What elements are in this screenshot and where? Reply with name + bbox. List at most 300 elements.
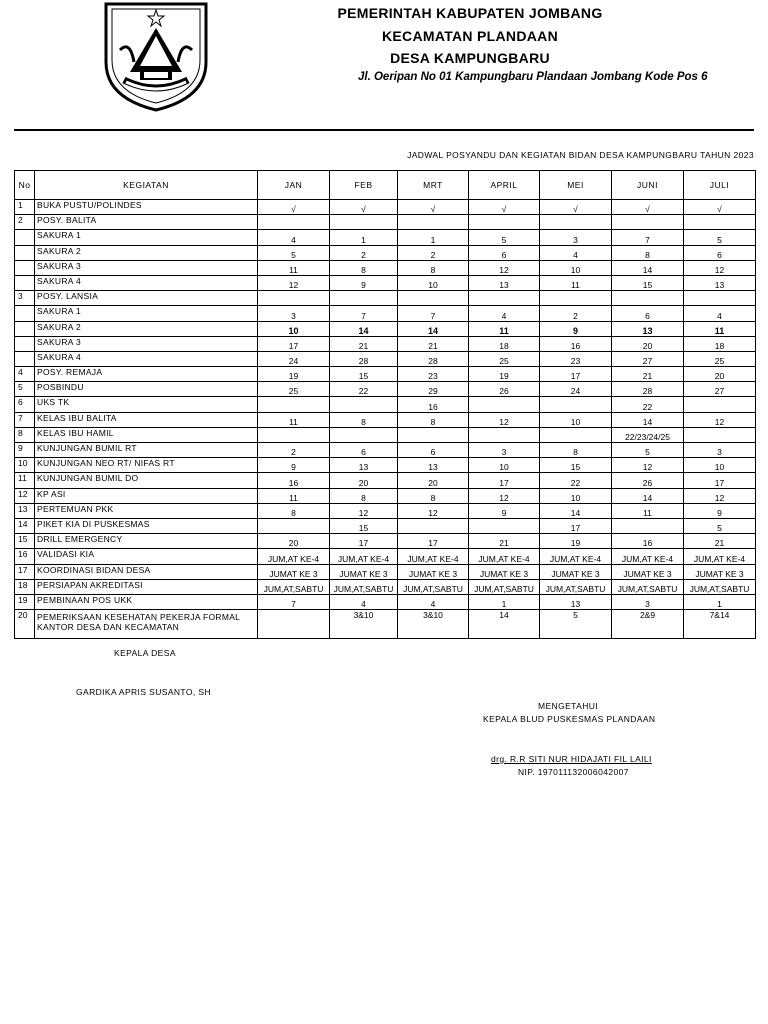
- schedule-cell: JUMAT KE 3: [258, 564, 330, 579]
- schedule-cell: 2&9: [612, 610, 684, 639]
- schedule-cell: 14: [612, 488, 684, 503]
- row-number: 12: [15, 488, 35, 503]
- schedule-cell: 11: [469, 321, 540, 336]
- schedule-cell: 4: [540, 245, 612, 260]
- header-village: DESA KAMPUNGBARU: [390, 50, 550, 66]
- table-row: [15, 336, 756, 351]
- schedule-cell: 14: [612, 412, 684, 427]
- activity-name: POSBINDU: [35, 382, 258, 397]
- table-row: [15, 275, 756, 290]
- schedule-cell: 12: [684, 412, 756, 427]
- schedule-cell: 17: [398, 534, 469, 549]
- schedule-cell: 4: [258, 230, 330, 245]
- table-row: [15, 594, 756, 609]
- row-number: 19: [15, 594, 35, 609]
- activity-name: POSY. LANSIA: [35, 291, 258, 306]
- village-head-title: KEPALA DESA: [114, 648, 176, 658]
- schedule-cell: √: [684, 200, 756, 215]
- table-row: [15, 503, 756, 518]
- column-header: APRIL: [469, 171, 540, 200]
- schedule-cell: 19: [540, 534, 612, 549]
- schedule-cell: 3: [540, 230, 612, 245]
- row-number: 20: [15, 610, 35, 639]
- activity-name: KUNJUNGAN BUMIL RT: [35, 443, 258, 458]
- table-row: [15, 245, 756, 260]
- schedule-cell: 18: [469, 336, 540, 351]
- activity-name: SAKURA 1: [35, 306, 258, 321]
- table-row: [15, 351, 756, 366]
- schedule-cell: [540, 291, 612, 306]
- schedule-cell: JUM,AT KE-4: [469, 549, 540, 564]
- schedule-cell: 23: [398, 367, 469, 382]
- schedule-cell: 17: [540, 367, 612, 382]
- schedule-cell: [398, 518, 469, 533]
- schedule-cell: 13: [612, 321, 684, 336]
- row-number: [15, 306, 35, 321]
- schedule-cell: 15: [330, 367, 398, 382]
- schedule-cell: 10: [469, 458, 540, 473]
- schedule-cell: 9: [258, 458, 330, 473]
- column-header: MRT: [398, 171, 469, 200]
- row-number: 7: [15, 412, 35, 427]
- schedule-cell: 6: [469, 245, 540, 260]
- schedule-cell: 13: [398, 458, 469, 473]
- table-row: [15, 200, 756, 215]
- schedule-cell: [258, 610, 330, 639]
- schedule-cell: 1: [398, 230, 469, 245]
- table-row: [15, 230, 756, 245]
- schedule-cell: 9: [540, 321, 612, 336]
- row-number: [15, 351, 35, 366]
- schedule-cell: [398, 427, 469, 442]
- schedule-cell: 6: [612, 306, 684, 321]
- schedule-cell: JUM,AT,SABTU: [398, 579, 469, 594]
- schedule-cell: 21: [398, 336, 469, 351]
- table-row: [15, 534, 756, 549]
- column-header: No: [15, 171, 35, 200]
- schedule-cell: [330, 291, 398, 306]
- header-divider: [14, 129, 754, 131]
- schedule-cell: 7: [330, 306, 398, 321]
- schedule-cell: JUM,AT,SABTU: [684, 579, 756, 594]
- schedule-cell: JUMAT KE 3: [540, 564, 612, 579]
- schedule-cell: 25: [469, 351, 540, 366]
- schedule-cell: 27: [684, 382, 756, 397]
- schedule-cell: 12: [469, 412, 540, 427]
- schedule-cell: 24: [540, 382, 612, 397]
- schedule-cell: 17: [258, 336, 330, 351]
- schedule-cell: JUM,AT KE-4: [398, 549, 469, 564]
- schedule-cell: 3: [469, 443, 540, 458]
- schedule-cell: 12: [612, 458, 684, 473]
- row-number: 13: [15, 503, 35, 518]
- header-district: KECAMATAN PLANDAAN: [382, 28, 558, 44]
- schedule-cell: 19: [258, 367, 330, 382]
- schedule-cell: 7: [258, 594, 330, 609]
- schedule-cell: 22: [540, 473, 612, 488]
- schedule-cell: 28: [330, 351, 398, 366]
- activity-name: POSY. REMAJA: [35, 367, 258, 382]
- schedule-cell: 7: [612, 230, 684, 245]
- table-row: [15, 291, 756, 306]
- schedule-cell: 25: [684, 351, 756, 366]
- schedule-cell: [540, 215, 612, 230]
- schedule-cell: 8: [398, 260, 469, 275]
- schedule-cell: [258, 215, 330, 230]
- schedule-cell: 6: [684, 245, 756, 260]
- schedule-cell: 3: [258, 306, 330, 321]
- schedule-cell: 5: [469, 230, 540, 245]
- column-header: MEI: [540, 171, 612, 200]
- schedule-cell: 28: [398, 351, 469, 366]
- table-row: [15, 579, 756, 594]
- schedule-cell: JUM,AT KE-4: [612, 549, 684, 564]
- schedule-cell: 8: [330, 488, 398, 503]
- table-row: [15, 306, 756, 321]
- schedule-cell: 8: [258, 503, 330, 518]
- schedule-cell: 17: [540, 518, 612, 533]
- activity-name: PEMBINAAN POS UKK: [35, 594, 258, 609]
- village-head-name: GARDIKA APRIS SUSANTO, SH: [76, 687, 212, 697]
- row-number: 16: [15, 549, 35, 564]
- activity-name: SAKURA 3: [35, 260, 258, 275]
- schedule-cell: 29: [398, 382, 469, 397]
- row-number: [15, 336, 35, 351]
- table-row: [15, 549, 756, 564]
- schedule-cell: JUM,AT KE-4: [684, 549, 756, 564]
- table-row: [15, 610, 756, 639]
- schedule-cell: 8: [612, 245, 684, 260]
- schedule-cell: JUM,AT,SABTU: [330, 579, 398, 594]
- schedule-cell: 10: [258, 321, 330, 336]
- table-row: [15, 321, 756, 336]
- activity-name: DRILL EMERGENCY: [35, 534, 258, 549]
- schedule-cell: [398, 291, 469, 306]
- activity-name: PERSIAPAN AKREDITASI: [35, 579, 258, 594]
- schedule-cell: 8: [330, 260, 398, 275]
- schedule-cell: 20: [258, 534, 330, 549]
- acknowledged-label: MENGETAHUI: [538, 701, 599, 711]
- schedule-cell: 22/23/24/25: [612, 427, 684, 442]
- row-number: [15, 230, 35, 245]
- schedule-cell: 9: [684, 503, 756, 518]
- schedule-cell: 4: [469, 306, 540, 321]
- schedule-cell: 20: [612, 336, 684, 351]
- table-header-row: [15, 171, 756, 200]
- row-number: 2: [15, 215, 35, 230]
- schedule-cell: 5: [540, 610, 612, 639]
- schedule-cell: [469, 291, 540, 306]
- schedule-cell: 8: [330, 412, 398, 427]
- puskesmas-head-nip: NIP. 197011132006042007: [518, 767, 629, 777]
- column-header: JUNI: [612, 171, 684, 200]
- schedule-cell: 16: [398, 397, 469, 412]
- schedule-cell: 15: [612, 275, 684, 290]
- schedule-cell: JUM,AT,SABTU: [469, 579, 540, 594]
- schedule-cell: √: [398, 200, 469, 215]
- schedule-cell: 2: [540, 306, 612, 321]
- schedule-cell: [684, 215, 756, 230]
- schedule-cell: √: [469, 200, 540, 215]
- schedule-cell: 8: [540, 443, 612, 458]
- schedule-cell: 8: [398, 488, 469, 503]
- schedule-cell: [258, 518, 330, 533]
- schedule-cell: 2: [258, 443, 330, 458]
- schedule-cell: 17: [330, 534, 398, 549]
- schedule-cell: 1: [469, 594, 540, 609]
- puskesmas-head-name: drg. R.R SITI NUR HIDAJATI FIL LAILI: [491, 754, 652, 764]
- schedule-cell: [330, 215, 398, 230]
- schedule-cell: 11: [540, 275, 612, 290]
- schedule-cell: 26: [469, 382, 540, 397]
- schedule-cell: JUMAT KE 3: [469, 564, 540, 579]
- schedule-cell: 13: [330, 458, 398, 473]
- row-number: 3: [15, 291, 35, 306]
- activity-name: PIKET KIA DI PUSKESMAS: [35, 518, 258, 533]
- schedule-cell: 9: [330, 275, 398, 290]
- table-row: [15, 382, 756, 397]
- schedule-cell: 11: [612, 503, 684, 518]
- table-row: [15, 488, 756, 503]
- table-row: [15, 260, 756, 275]
- table-row: [15, 518, 756, 533]
- schedule-cell: JUM,AT KE-4: [540, 549, 612, 564]
- schedule-cell: [684, 291, 756, 306]
- header-regency: PEMERINTAH KABUPATEN JOMBANG: [337, 5, 603, 21]
- schedule-cell: 4: [684, 306, 756, 321]
- schedule-cell: [330, 397, 398, 412]
- row-number: 4: [15, 367, 35, 382]
- schedule-cell: 10: [540, 488, 612, 503]
- schedule-cell: 27: [612, 351, 684, 366]
- schedule-cell: 12: [469, 488, 540, 503]
- schedule-cell: 5: [684, 230, 756, 245]
- schedule-cell: 21: [330, 336, 398, 351]
- schedule-cell: 15: [540, 458, 612, 473]
- schedule-cell: 6: [398, 443, 469, 458]
- row-number: 15: [15, 534, 35, 549]
- schedule-cell: 14: [469, 610, 540, 639]
- row-number: 10: [15, 458, 35, 473]
- row-number: 6: [15, 397, 35, 412]
- activity-name: BUKA PUSTU/POLINDES: [35, 200, 258, 215]
- activity-name: KUNJUNGAN BUMIL DO: [35, 473, 258, 488]
- schedule-cell: [469, 427, 540, 442]
- table-row: [15, 215, 756, 230]
- schedule-cell: √: [258, 200, 330, 215]
- row-number: [15, 321, 35, 336]
- schedule-cell: 4: [330, 594, 398, 609]
- schedule-cell: 1: [330, 230, 398, 245]
- schedule-cell: [258, 397, 330, 412]
- row-number: 18: [15, 579, 35, 594]
- table-row: [15, 473, 756, 488]
- activity-name: KELAS IBU HAMIL: [35, 427, 258, 442]
- activity-name: KUNJUNGAN NEO RT/ NIFAS RT: [35, 458, 258, 473]
- schedule-cell: 9: [469, 503, 540, 518]
- activity-name: SAKURA 3: [35, 336, 258, 351]
- row-number: 8: [15, 427, 35, 442]
- schedule-cell: 20: [330, 473, 398, 488]
- schedule-cell: 14: [330, 321, 398, 336]
- schedule-cell: 10: [398, 275, 469, 290]
- row-number: 9: [15, 443, 35, 458]
- schedule-cell: 7&14: [684, 610, 756, 639]
- schedule-cell: 12: [469, 260, 540, 275]
- schedule-cell: 13: [469, 275, 540, 290]
- activity-name: PERTEMUAN PKK: [35, 503, 258, 518]
- schedule-cell: JUMAT KE 3: [612, 564, 684, 579]
- table-row: [15, 564, 756, 579]
- row-number: [15, 275, 35, 290]
- schedule-cell: 19: [469, 367, 540, 382]
- activity-name: KELAS IBU BALITA: [35, 412, 258, 427]
- row-number: 14: [15, 518, 35, 533]
- schedule-cell: 24: [258, 351, 330, 366]
- activity-name: SAKURA 1: [35, 230, 258, 245]
- document-title: JADWAL POSYANDU DAN KEGIATAN BIDAN DESA KAMPUNGBARU TAHUN 2023: [407, 150, 754, 160]
- schedule-cell: 12: [330, 503, 398, 518]
- row-number: [15, 260, 35, 275]
- column-header: JULI: [684, 171, 756, 200]
- schedule-cell: JUM,AT KE-4: [330, 549, 398, 564]
- table-row: [15, 397, 756, 412]
- schedule-cell: [540, 427, 612, 442]
- schedule-cell: 5: [612, 443, 684, 458]
- schedule-cell: 12: [398, 503, 469, 518]
- schedule-cell: 23: [540, 351, 612, 366]
- schedule-cell: 11: [684, 321, 756, 336]
- schedule-cell: JUMAT KE 3: [398, 564, 469, 579]
- schedule-cell: [258, 427, 330, 442]
- schedule-cell: 20: [684, 367, 756, 382]
- schedule-cell: [612, 291, 684, 306]
- schedule-cell: [398, 215, 469, 230]
- schedule-cell: 16: [540, 336, 612, 351]
- schedule-cell: √: [330, 200, 398, 215]
- schedule-cell: [258, 291, 330, 306]
- schedule-cell: [469, 518, 540, 533]
- schedule-cell: 11: [258, 412, 330, 427]
- schedule-cell: 10: [540, 412, 612, 427]
- schedule-cell: 5: [684, 518, 756, 533]
- table-row: [15, 412, 756, 427]
- schedule-cell: [469, 215, 540, 230]
- activity-name: SAKURA 4: [35, 351, 258, 366]
- schedule-cell: [684, 397, 756, 412]
- activity-name: SAKURA 2: [35, 245, 258, 260]
- schedule-cell: 28: [612, 382, 684, 397]
- schedule-cell: [469, 397, 540, 412]
- schedule-cell: 2: [398, 245, 469, 260]
- schedule-cell: 17: [684, 473, 756, 488]
- schedule-cell: 11: [258, 488, 330, 503]
- table-row: [15, 443, 756, 458]
- schedule-cell: 7: [398, 306, 469, 321]
- schedule-cell: √: [612, 200, 684, 215]
- row-number: 11: [15, 473, 35, 488]
- schedule-cell: 3: [684, 443, 756, 458]
- column-header: KEGIATAN: [35, 171, 258, 200]
- schedule-cell: 8: [398, 412, 469, 427]
- schedule-cell: 3&10: [330, 610, 398, 639]
- row-number: 5: [15, 382, 35, 397]
- schedule-cell: 16: [612, 534, 684, 549]
- schedule-cell: [612, 215, 684, 230]
- table-row: [15, 367, 756, 382]
- row-number: 1: [15, 200, 35, 215]
- column-header: JAN: [258, 171, 330, 200]
- activity-name: UKS TK: [35, 397, 258, 412]
- schedule-cell: JUM,AT,SABTU: [258, 579, 330, 594]
- activity-name: POSY. BALITA: [35, 215, 258, 230]
- schedule-cell: 25: [258, 382, 330, 397]
- schedule-cell: 22: [612, 397, 684, 412]
- schedule-cell: 12: [684, 260, 756, 275]
- schedule-cell: 2: [330, 245, 398, 260]
- schedule-cell: 11: [258, 260, 330, 275]
- schedule-cell: 14: [398, 321, 469, 336]
- activity-name: PEMERIKSAAN KESEHATAN PEKERJA FORMAL KANTOR DESA DAN KECAMATAN: [35, 610, 258, 639]
- schedule-cell: √: [540, 200, 612, 215]
- schedule-cell: 10: [684, 458, 756, 473]
- schedule-cell: 12: [258, 275, 330, 290]
- schedule-cell: 17: [469, 473, 540, 488]
- schedule-cell: 22: [330, 382, 398, 397]
- schedule-cell: [540, 397, 612, 412]
- schedule-cell: JUM,AT KE-4: [258, 549, 330, 564]
- schedule-cell: 3: [612, 594, 684, 609]
- schedule-cell: JUMAT KE 3: [684, 564, 756, 579]
- schedule-cell: 4: [398, 594, 469, 609]
- schedule-cell: 16: [258, 473, 330, 488]
- row-number: [15, 245, 35, 260]
- activity-name: VALIDASI KIA: [35, 549, 258, 564]
- schedule-cell: [330, 427, 398, 442]
- table-row: [15, 427, 756, 442]
- column-header: FEB: [330, 171, 398, 200]
- table-row: [15, 458, 756, 473]
- schedule-cell: [684, 427, 756, 442]
- puskesmas-head-title: KEPALA BLUD PUSKESMAS PLANDAAN: [483, 714, 656, 724]
- activity-name: KOORDINASI BIDAN DESA: [35, 564, 258, 579]
- schedule-cell: 20: [398, 473, 469, 488]
- schedule-cell: 21: [684, 534, 756, 549]
- schedule-cell: 21: [612, 367, 684, 382]
- schedule-cell: 1: [684, 594, 756, 609]
- schedule-cell: 6: [330, 443, 398, 458]
- activity-name: KP ASI: [35, 488, 258, 503]
- activity-name: SAKURA 4: [35, 275, 258, 290]
- schedule-cell: 26: [612, 473, 684, 488]
- schedule-cell: 12: [684, 488, 756, 503]
- schedule-cell: 14: [612, 260, 684, 275]
- schedule-cell: 5: [258, 245, 330, 260]
- header-address: Jl. Oeripan No 01 Kampungbaru Plandaan Jombang Kode Pos 6: [358, 71, 708, 83]
- schedule-table: [14, 170, 756, 639]
- schedule-cell: 15: [330, 518, 398, 533]
- row-number: 17: [15, 564, 35, 579]
- schedule-cell: JUMAT KE 3: [330, 564, 398, 579]
- schedule-cell: 13: [540, 594, 612, 609]
- schedule-cell: JUM,AT,SABTU: [540, 579, 612, 594]
- schedule-cell: 14: [540, 503, 612, 518]
- schedule-cell: JUM,AT,SABTU: [612, 579, 684, 594]
- schedule-cell: 18: [684, 336, 756, 351]
- schedule-cell: 13: [684, 275, 756, 290]
- schedule-cell: 21: [469, 534, 540, 549]
- schedule-cell: [612, 518, 684, 533]
